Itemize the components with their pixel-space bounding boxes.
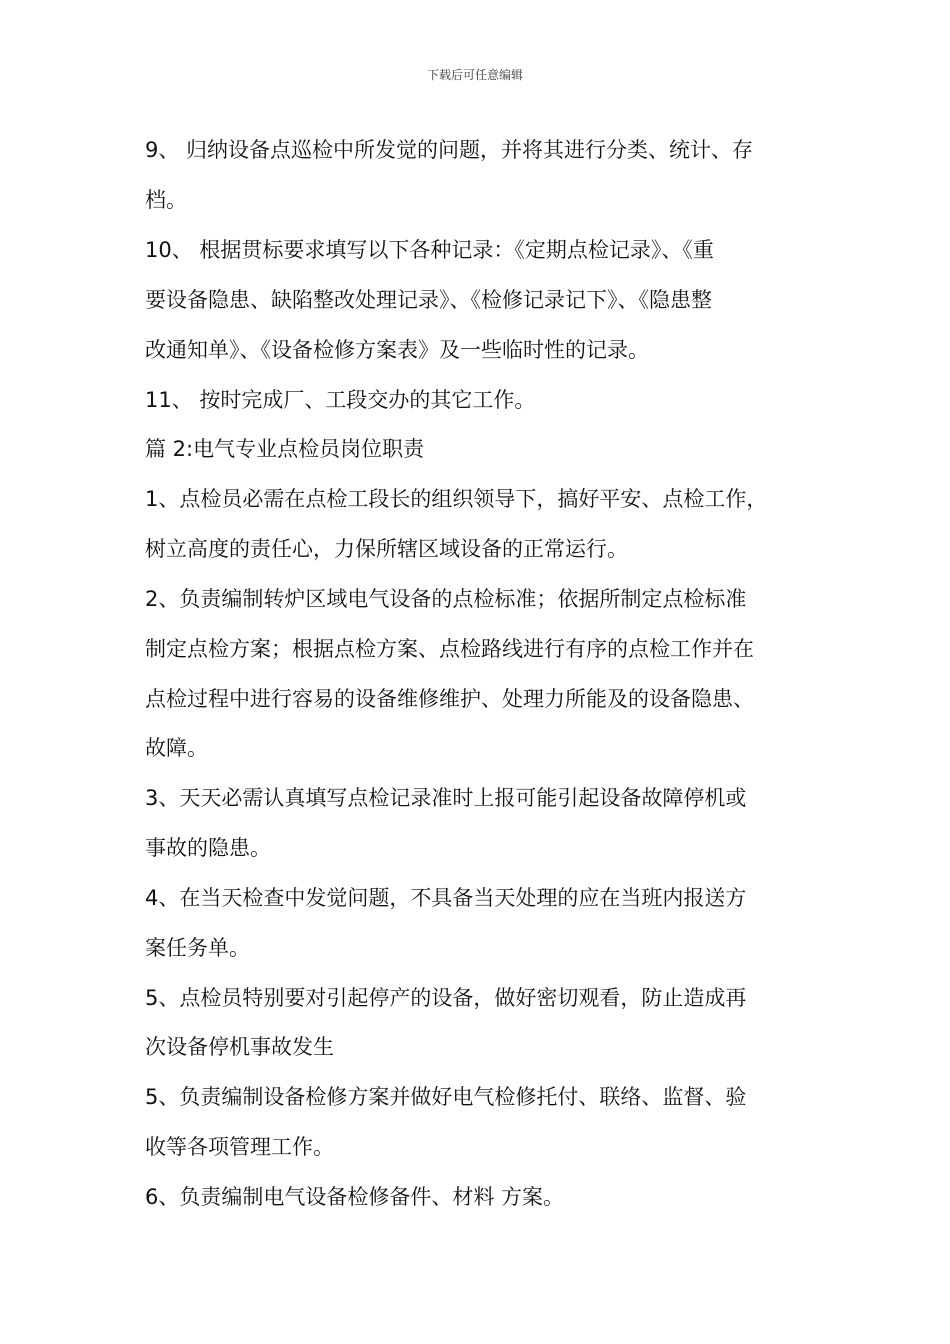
text-line: 改通知单》、《设备检修方案表》及一些临时性的记录。 (145, 338, 649, 362)
text-line: 制定点检方案；根据点检方案、点检路线进行有序的点检工作并在 (145, 637, 754, 661)
text-line: 点检过程中进行容易的设备维修维护、处理力所能及的设备隐患、 (145, 687, 754, 711)
text-line: 事故的隐患。 (145, 836, 271, 860)
text-line: 6、负责编制电气设备检修备件、材料 方案。 (145, 1185, 565, 1209)
text-line: 树立高度的责任心，力保所辖区域设备的正常运行。 (145, 537, 628, 561)
page-header: 下载后可任意编辑 (426, 68, 523, 82)
text-line: 案任务单。 (145, 936, 250, 960)
text-line: 9、 归纳设备点巡检中所发觉的问题，并将其进行分类、统计、存 (145, 138, 754, 162)
section-heading: 篇 2:电气专业点检员岗位职责 (145, 437, 425, 461)
text-line: 5、负责编制设备检修方案并做好电气检修托付、联络、监督、验 (145, 1085, 747, 1109)
text-line: 1、点检员必需在点检工段长的组织领导下，搞好平安、点检工作， (145, 487, 768, 511)
text-line: 故障。 (145, 736, 208, 760)
text-line: 3、天天必需认真填写点检记录准时上报可能引起设备故障停机或 (145, 786, 747, 810)
text-line: 收等各项管理工作。 (145, 1135, 334, 1159)
text-line: 要设备隐患、缺陷整改处理记录》、《检修记录记下》、《隐患整 (145, 288, 712, 312)
text-line: 11、 按时完成厂、工段交办的其它工作。 (145, 388, 536, 412)
text-line: 2、负责编制转炉区域电气设备的点检标准；依据所制定点检标准 (145, 587, 747, 611)
text-line: 次设备停机事故发生 (145, 1035, 334, 1059)
text-line: 4、在当天检查中发觉问题，不具备当天处理的应在当班内报送方 (145, 886, 747, 910)
text-line: 10、 根据贯标要求填写以下各种记录：《定期点检记录》、《重 (145, 238, 714, 262)
text-line: 5、点检员特别要对引起停产的设备，做好密切观看，防止造成再 (145, 986, 747, 1010)
text-line: 档。 (145, 188, 187, 212)
